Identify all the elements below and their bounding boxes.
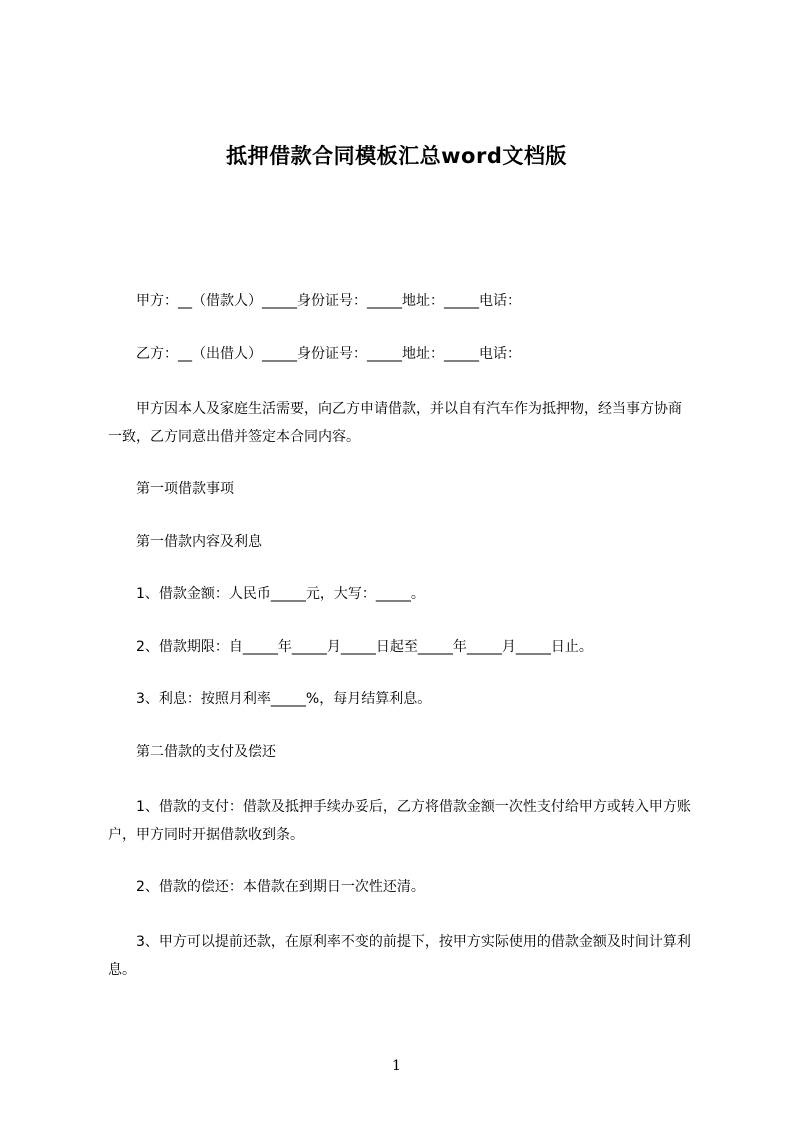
interest-item: 3、利息：按照月利率_____%，每月结算利息。 bbox=[136, 691, 432, 707]
section1-heading: 第一项借款事项 bbox=[136, 481, 234, 497]
payment-item: 1、借款的支付：借款及抵押手续办妥后，乙方将借款金额一次性支付给甲方或转入甲方账户，甲方同时开据借款收到条。 bbox=[108, 799, 691, 843]
page-number: 1 bbox=[392, 1058, 401, 1074]
intro-paragraph: 甲方因本人及家庭生活需要，向乙方申请借款，并以自有汽车作为抵押物，经当事方协商一致，乙方同意出借并签定本合同内容。 bbox=[108, 401, 682, 445]
subsection1-heading: 第一借款内容及利息 bbox=[136, 534, 262, 550]
early-repayment-item: 3、甲方可以提前还款，在原利率不变的前提下，按甲方实际使用的借款金额及时间计算利息。 bbox=[108, 934, 691, 978]
loan-term-item: 2、借款期限：自_____年_____月_____日起至_____年_____月_____日止。 bbox=[136, 639, 593, 655]
document-title: 抵押借款合同模板汇总word文档版 bbox=[226, 144, 567, 168]
party-a-line: 甲方：__（借款人）_____身份证号：_____地址：_____电话： bbox=[136, 293, 521, 309]
loan-amount-item: 1、借款金额：人民币_____元，大写：_____。 bbox=[136, 586, 425, 602]
subsection2-heading: 第二借款的支付及偿还 bbox=[136, 744, 276, 760]
repayment-item: 2、借款的偿还：本借款在到期日一次性还清。 bbox=[136, 879, 425, 895]
party-b-line: 乙方：__（出借人）_____身份证号：_____地址：_____电话： bbox=[136, 346, 521, 362]
